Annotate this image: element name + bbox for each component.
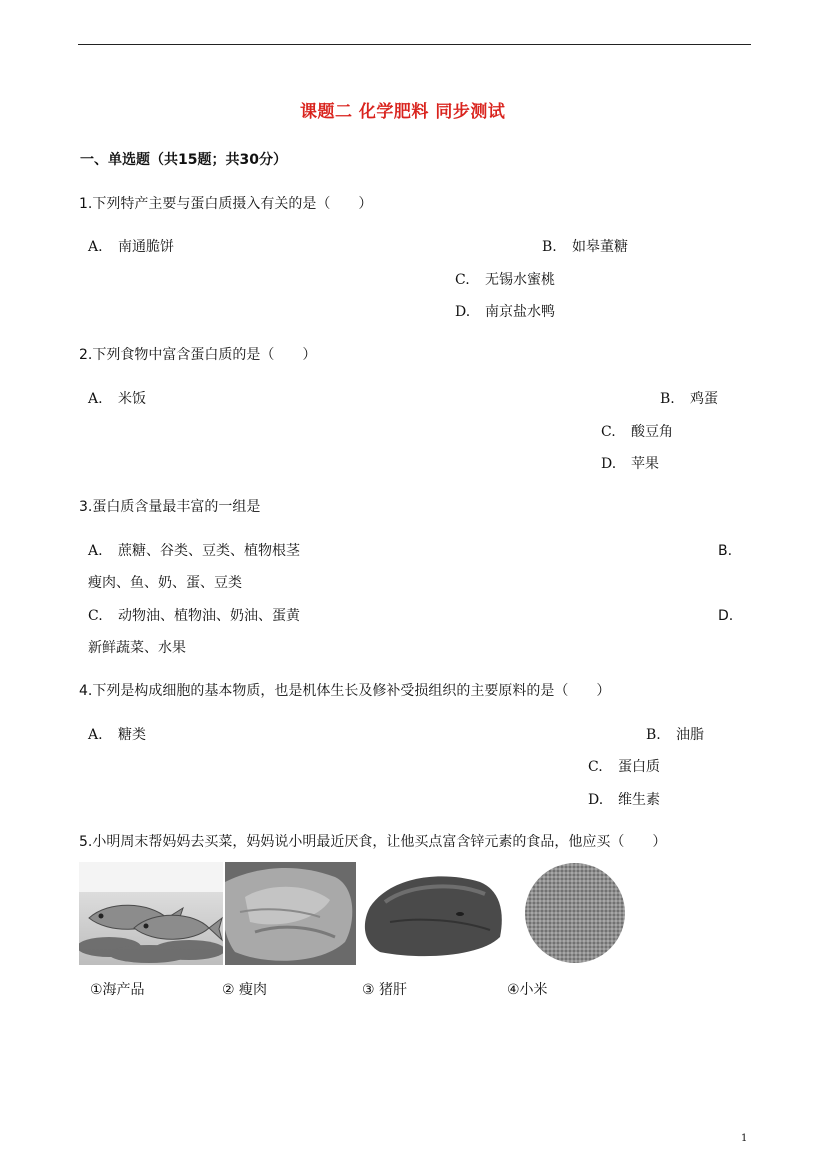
q3-option-c[interactable]: C. 动物油、植物油、奶油、蛋黄: [88, 608, 300, 624]
page-title: 课题二 化学肥料 同步测试: [300, 102, 506, 122]
q4-option-c[interactable]: C. 蛋白质: [588, 759, 660, 775]
q3-option-d-text[interactable]: 新鲜蔬菜、水果: [88, 640, 186, 656]
question-2-stem: 2.下列食物中富含蛋白质的是（ ）: [79, 347, 317, 363]
q1-option-a[interactable]: A. 南通脆饼: [88, 239, 174, 255]
header-rule: [78, 44, 751, 45]
q4-option-a[interactable]: A. 糖类: [88, 727, 146, 743]
caption-millet: ④小米: [507, 982, 548, 998]
q3-option-a[interactable]: A. 蔗糖、谷类、豆类、植物根茎: [88, 543, 300, 559]
q1-option-d[interactable]: D. 南京盐水鸭: [455, 304, 555, 320]
seafood-image: [79, 862, 223, 965]
q2-option-d[interactable]: D. 苹果: [601, 456, 659, 472]
pork-liver-image: [360, 862, 507, 965]
question-1-stem: 1.下列特产主要与蛋白质摄入有关的是（ ）: [79, 196, 373, 212]
page-number: 1: [741, 1133, 748, 1144]
millet-image: [517, 862, 633, 965]
question-5-stem: 5.小明周末帮妈妈去买菜，妈妈说小明最近厌食，让他买点富含锌元素的食品，他应买（ ）: [79, 834, 667, 850]
q3-option-b-label[interactable]: B.: [718, 543, 733, 559]
caption-pork-liver: ③ 猪肝: [362, 982, 408, 998]
question-3-stem: 3.蛋白质含量最丰富的一组是: [79, 499, 261, 515]
q2-option-c[interactable]: C. 酸豆角: [601, 424, 673, 440]
q1-option-c[interactable]: C. 无锡水蜜桃: [455, 272, 555, 288]
caption-lean-meat: ② 瘦肉: [222, 982, 268, 998]
q3-option-b-text[interactable]: 瘦肉、鱼、奶、蛋、豆类: [88, 575, 242, 591]
q2-option-a[interactable]: A. 米饭: [88, 391, 146, 407]
q3-option-d-label[interactable]: D.: [718, 608, 734, 624]
q4-option-b[interactable]: B. 油脂: [646, 727, 704, 743]
caption-seafood: ①海产品: [90, 982, 145, 998]
q2-option-b[interactable]: B. 鸡蛋: [660, 391, 718, 407]
q4-option-d[interactable]: D. 维生素: [588, 792, 660, 808]
q1-option-b[interactable]: B. 如皋董糖: [542, 239, 628, 255]
lean-meat-image: [225, 862, 356, 965]
question-4-stem: 4.下列是构成细胞的基本物质，也是机体生长及修补受损组织的主要原料的是（ ）: [79, 683, 611, 699]
section-heading: 一、单选题（共15题；共30分）: [80, 152, 287, 168]
